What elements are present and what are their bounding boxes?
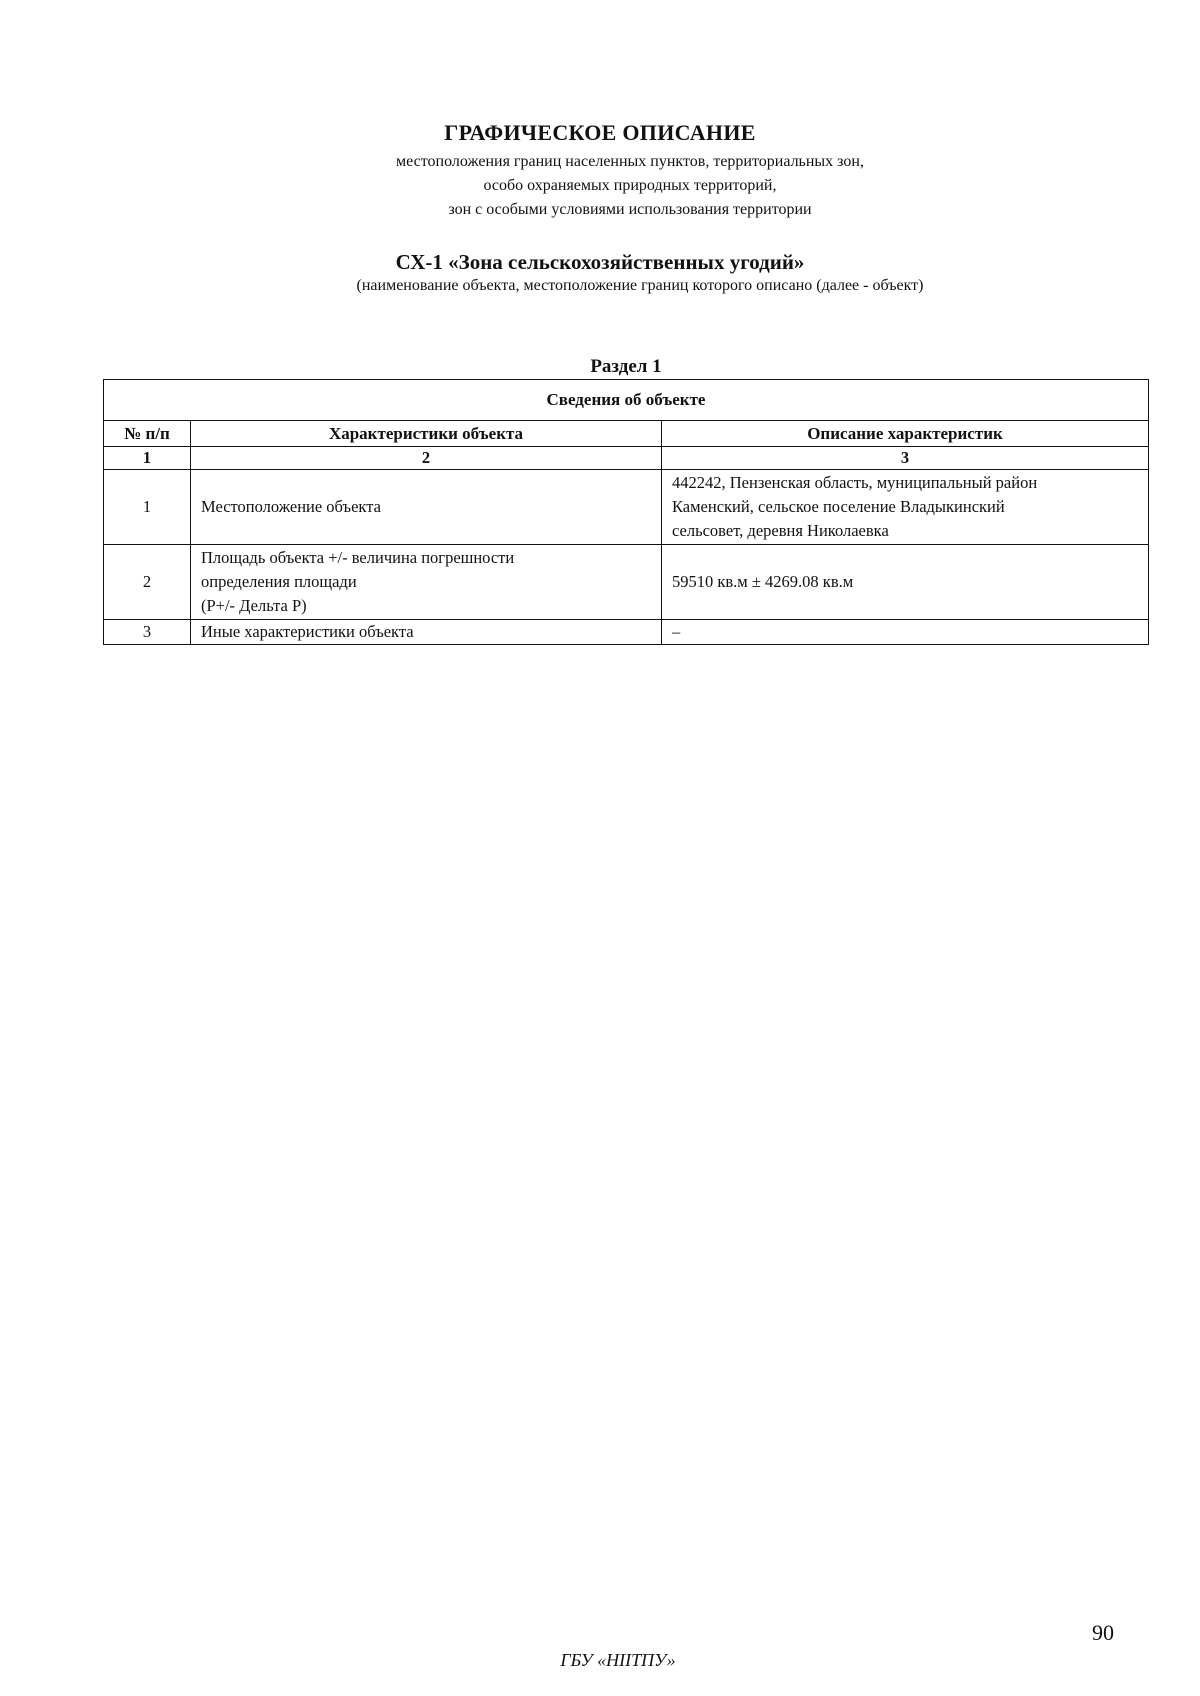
table-header-row — [104, 421, 1149, 447]
description-line: 442242, Пензенская область, муниципальный район — [672, 473, 1038, 492]
column-number-3: 3 — [662, 447, 1149, 470]
table-row — [104, 470, 1149, 545]
row-characteristic — [191, 545, 662, 620]
column-header-num: № п/п — [104, 421, 191, 447]
column-number-1: 1 — [104, 447, 191, 470]
object-name: СХ-1 «Зона сельскохозяйственных угодий» — [395, 250, 805, 274]
row-description — [662, 620, 1149, 645]
page-number: 90 — [1092, 1620, 1114, 1645]
subtitle-line-2: особо охраняемых природных территорий, — [483, 177, 777, 194]
description-line: 59510 кв.м ± 4269.08 кв.м — [672, 572, 854, 591]
column-header-description: Описание характеристик — [662, 421, 1149, 447]
object-info-table — [103, 379, 1149, 645]
object-block — [0, 250, 1200, 295]
object-caption: (наименование объекта, местоположение границ которого описано (далее - объект) — [356, 277, 924, 294]
subtitle-line-1: местоположения границ населенных пунктов, территориальных зон, — [396, 153, 864, 170]
row-number: 3 — [104, 620, 191, 645]
column-number-2: 2 — [191, 447, 662, 470]
description-line: сельсовет, деревня Николаевка — [672, 521, 889, 540]
characteristic-line: Площадь объекта +/- величина погрешности — [201, 548, 515, 567]
row-description — [662, 470, 1149, 545]
column-number-row — [104, 447, 1149, 470]
row-number: 1 — [104, 470, 191, 545]
row-characteristic — [191, 620, 662, 645]
row-characteristic — [191, 470, 662, 545]
characteristic-line: Местоположение объекта — [201, 497, 381, 516]
characteristic-line: Иные характеристики объекта — [201, 622, 414, 641]
description-line: – — [672, 622, 681, 641]
column-header-characteristic: Характеристики объекта — [191, 421, 662, 447]
description-line: Каменский, сельское поселение Владыкинский — [672, 497, 1005, 516]
document-header — [0, 120, 1200, 222]
subtitle-line-3: зон с особыми условиями использования территории — [448, 201, 812, 218]
footer-organization: ГБУ «НІІТПУ» — [560, 1650, 676, 1670]
table-caption: Сведения об объекте — [104, 380, 1149, 421]
row-number: 2 — [104, 545, 191, 620]
row-description — [662, 545, 1149, 620]
table-row — [104, 545, 1149, 620]
characteristic-line: определения площади — [201, 572, 357, 591]
table-caption-row — [104, 380, 1149, 421]
section-title: Раздел 1 — [590, 356, 662, 377]
document-title: ГРАФИЧЕСКОЕ ОПИСАНИЕ — [444, 120, 756, 145]
characteristic-line: (Р+/- Дельта Р) — [201, 596, 307, 615]
table-row — [104, 620, 1149, 645]
